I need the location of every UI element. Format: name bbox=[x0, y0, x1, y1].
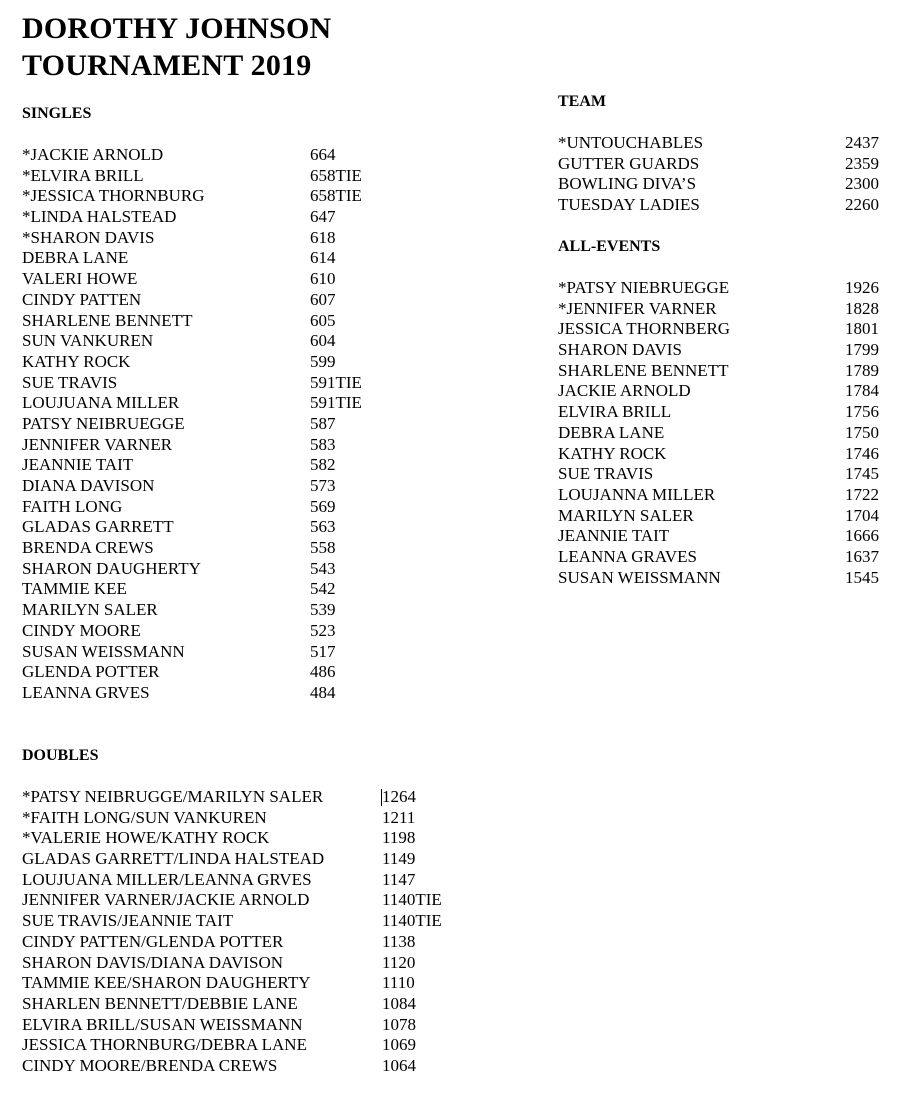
score-value: 607 bbox=[310, 289, 336, 309]
bowler-name: JACKIE ARNOLD bbox=[558, 381, 691, 401]
list-item bbox=[22, 808, 482, 829]
bowler-name: KATHY ROCK bbox=[558, 443, 667, 463]
title-line-2: TOURNAMENT 2019 bbox=[22, 49, 312, 82]
singles-list bbox=[22, 145, 402, 704]
list-item bbox=[22, 435, 402, 456]
score-value: 664 bbox=[310, 145, 336, 164]
list-item bbox=[22, 994, 482, 1015]
bowler-name: CINDY MOORE bbox=[22, 620, 141, 640]
score-value: 599 bbox=[310, 351, 336, 371]
singles-heading: SINGLES bbox=[22, 105, 92, 122]
list-item bbox=[558, 154, 888, 175]
list-item bbox=[22, 787, 482, 808]
score-value: 1078 bbox=[382, 1014, 416, 1034]
list-item bbox=[22, 890, 482, 911]
bowler-name: ELVIRA BRILL bbox=[558, 402, 672, 422]
score-value: 1784 bbox=[845, 381, 879, 401]
score-value: 610 bbox=[310, 269, 336, 289]
page-title bbox=[22, 10, 331, 84]
bowler-name: SHARLENE BENNETT bbox=[22, 310, 193, 330]
score-value: 1198 bbox=[382, 828, 416, 848]
score-value: 563 bbox=[310, 517, 336, 537]
bowler-name: SUN VANKUREN bbox=[22, 331, 154, 351]
bowler-name: TAMMIE KEE bbox=[22, 579, 127, 599]
score-value: 1704 bbox=[845, 505, 879, 525]
bowler-name: GLADAS GARRETT bbox=[22, 517, 174, 537]
list-item bbox=[22, 311, 402, 332]
score-value: 1722 bbox=[845, 484, 879, 504]
bowler-name: JENNIFER VARNER bbox=[22, 434, 173, 454]
list-item bbox=[558, 485, 888, 506]
all-events-list bbox=[558, 278, 888, 588]
list-item bbox=[558, 381, 888, 402]
bowler-name: SHARON DAVIS/DIANA DAVISON bbox=[22, 952, 284, 972]
list-item bbox=[558, 340, 888, 361]
score-value: 1149 bbox=[382, 849, 416, 869]
score-value: 1140TIE bbox=[382, 890, 442, 910]
score-value: 573 bbox=[310, 476, 336, 495]
score-value: 591TIE bbox=[310, 393, 362, 413]
score-value: 1211 bbox=[382, 807, 416, 827]
list-item bbox=[22, 1056, 482, 1077]
doubles-heading: DOUBLES bbox=[22, 747, 99, 764]
score-value: 2437 bbox=[845, 133, 879, 152]
bowler-name: MARILYN SALER bbox=[558, 505, 694, 525]
bowler-name: KATHY ROCK bbox=[22, 351, 131, 371]
bowler-name: SUSAN WEISSMANN bbox=[558, 567, 721, 587]
bowler-name: *JESSICA THORNBURG bbox=[22, 186, 205, 206]
list-item bbox=[558, 174, 888, 195]
bowler-name: FAITH LONG bbox=[22, 496, 123, 516]
score-value: 1120 bbox=[382, 952, 416, 972]
list-item bbox=[22, 932, 482, 953]
score-value: 1069 bbox=[382, 1035, 416, 1055]
doubles-list bbox=[22, 787, 482, 1077]
bowler-name: PATSY NEIBRUEGGE bbox=[22, 413, 185, 433]
score-value: 543 bbox=[310, 558, 336, 578]
score-value: 583 bbox=[310, 434, 336, 454]
list-item bbox=[22, 538, 402, 559]
score-value: 486 bbox=[310, 662, 336, 682]
bowler-name: SHARLENE BENNETT bbox=[558, 360, 729, 380]
score-value: 2260 bbox=[845, 195, 879, 215]
list-item bbox=[22, 269, 402, 290]
list-item bbox=[22, 559, 402, 580]
list-item bbox=[22, 911, 482, 932]
bowler-name: VALERI HOWE bbox=[22, 269, 138, 289]
score-value: 1147 bbox=[382, 869, 416, 889]
score-value: 1756 bbox=[845, 402, 879, 422]
list-item bbox=[558, 402, 888, 423]
bowler-name: SHARON DAVIS bbox=[558, 340, 682, 360]
list-item bbox=[22, 373, 402, 394]
score-value: 1745 bbox=[845, 464, 879, 484]
score-value: 1926 bbox=[845, 278, 879, 297]
list-item bbox=[558, 133, 888, 154]
bowler-name: JENNIFER VARNER/JACKIE ARNOLD bbox=[22, 890, 310, 910]
bowler-name: JESSICA THORNBURG/DEBRA LANE bbox=[22, 1035, 307, 1055]
bowler-name: DIANA DAVISON bbox=[22, 476, 155, 495]
bowler-name: *VALERIE HOWE/KATHY ROCK bbox=[22, 828, 270, 848]
title-line-1: DOROTHY JOHNSON bbox=[22, 12, 332, 45]
list-item bbox=[558, 568, 888, 589]
list-item bbox=[558, 526, 888, 547]
list-item bbox=[22, 1015, 482, 1036]
list-item bbox=[558, 444, 888, 465]
list-item bbox=[22, 621, 402, 642]
score-value: 1666 bbox=[845, 526, 879, 546]
bowler-name: DEBRA LANE bbox=[558, 422, 665, 442]
list-item bbox=[22, 352, 402, 373]
list-item bbox=[22, 828, 482, 849]
list-item bbox=[22, 248, 402, 269]
bowler-name: TUESDAY LADIES bbox=[558, 195, 700, 215]
list-item bbox=[22, 600, 402, 621]
score-value: 569 bbox=[310, 496, 336, 516]
bowler-name: SUE TRAVIS/JEANNIE TAIT bbox=[22, 911, 234, 931]
score-value: 582 bbox=[310, 455, 336, 475]
bowler-name: SUE TRAVIS bbox=[22, 372, 118, 392]
all-events-heading: ALL-EVENTS bbox=[558, 238, 661, 255]
bowler-name: BRENDA CREWS bbox=[22, 538, 154, 558]
score-value: 1789 bbox=[845, 360, 879, 380]
bowler-name: SUSAN WEISSMANN bbox=[22, 641, 185, 661]
score-value: 1064 bbox=[382, 1055, 416, 1075]
list-item bbox=[558, 195, 888, 216]
bowler-name: *PATSY NIEBRUEGGE bbox=[558, 278, 730, 297]
bowler-name: *JACKIE ARNOLD bbox=[22, 145, 164, 164]
list-item bbox=[22, 662, 402, 683]
list-item bbox=[22, 1035, 482, 1056]
bowler-name: GLENDA POTTER bbox=[22, 662, 160, 682]
bowler-name: *LINDA HALSTEAD bbox=[22, 207, 177, 227]
bowler-name: SHARLEN BENNETT/DEBBIE LANE bbox=[22, 993, 298, 1013]
bowler-name: *JENNIFER VARNER bbox=[558, 298, 717, 318]
score-value: 1799 bbox=[845, 340, 879, 360]
score-value: 558 bbox=[310, 538, 336, 558]
list-item bbox=[22, 414, 402, 435]
score-value: 1750 bbox=[845, 422, 879, 442]
list-item bbox=[22, 186, 402, 207]
list-item bbox=[22, 166, 402, 187]
bowler-name: GUTTER GUARDS bbox=[558, 153, 700, 173]
list-item bbox=[558, 319, 888, 340]
score-value: 2359 bbox=[845, 153, 879, 173]
score-value: 1140TIE bbox=[382, 911, 442, 931]
score-value: 523 bbox=[310, 620, 336, 640]
list-item bbox=[22, 228, 402, 249]
score-value: 1138 bbox=[382, 931, 416, 951]
team-heading: TEAM bbox=[558, 93, 606, 110]
score-value: 587 bbox=[310, 413, 336, 433]
score-value: 539 bbox=[310, 600, 336, 620]
score-value: 1801 bbox=[845, 319, 879, 339]
list-item bbox=[22, 207, 402, 228]
bowler-name: JEANNIE TAIT bbox=[22, 455, 134, 475]
bowler-name: BOWLING DIVA’S bbox=[558, 174, 697, 194]
score-value: 604 bbox=[310, 331, 336, 351]
bowler-name: DEBRA LANE bbox=[22, 248, 129, 268]
score-value: 618 bbox=[310, 227, 336, 247]
score-value: 1545 bbox=[845, 567, 879, 587]
bowler-name: GLADAS GARRETT/LINDA HALSTEAD bbox=[22, 849, 325, 869]
list-item bbox=[22, 642, 402, 663]
score-value: 1264 bbox=[382, 787, 416, 806]
score-value: 542 bbox=[310, 579, 336, 599]
list-item bbox=[558, 423, 888, 444]
bowler-name: SUE TRAVIS bbox=[558, 464, 654, 484]
bowler-name: *SHARON DAVIS bbox=[22, 227, 155, 247]
bowler-name: *UNTOUCHABLES bbox=[558, 133, 704, 152]
list-item bbox=[22, 331, 402, 352]
bowler-name: LOUJUANA MILLER bbox=[22, 393, 180, 413]
score-value: 1084 bbox=[382, 993, 416, 1013]
list-item bbox=[22, 870, 482, 891]
bowler-name: CINDY PATTEN/GLENDA POTTER bbox=[22, 931, 284, 951]
bowler-name: LEANNA GRVES bbox=[22, 682, 150, 702]
bowler-name: LOUJANNA MILLER bbox=[558, 484, 716, 504]
bowler-name: CINDY MOORE/BRENDA CREWS bbox=[22, 1055, 278, 1075]
bowler-name: CINDY PATTEN bbox=[22, 289, 142, 309]
bowler-name: SHARON DAUGHERTY bbox=[22, 558, 201, 578]
bowler-name: TAMMIE KEE/SHARON DAUGHERTY bbox=[22, 973, 311, 993]
score-value: 2300 bbox=[845, 174, 879, 194]
score-value: 658TIE bbox=[310, 165, 362, 185]
list-item bbox=[558, 299, 888, 320]
list-item bbox=[22, 497, 402, 518]
list-item bbox=[22, 145, 402, 166]
bowler-name: MARILYN SALER bbox=[22, 600, 158, 620]
bowler-name: JESSICA THORNBERG bbox=[558, 319, 731, 339]
list-item bbox=[22, 517, 402, 538]
list-item bbox=[22, 393, 402, 414]
bowler-name: *PATSY NEIBRUGGE/MARILYN SALER bbox=[22, 787, 324, 806]
team-list bbox=[558, 133, 888, 216]
list-item bbox=[22, 953, 482, 974]
list-item bbox=[22, 455, 402, 476]
list-item bbox=[22, 290, 402, 311]
bowler-name: LEANNA GRAVES bbox=[558, 546, 698, 566]
score-value: 591TIE bbox=[310, 372, 362, 392]
list-item bbox=[558, 506, 888, 527]
list-item bbox=[22, 579, 402, 600]
score-value: 517 bbox=[310, 641, 336, 661]
score-value: 1828 bbox=[845, 298, 879, 318]
score-value: 647 bbox=[310, 207, 336, 227]
score-value: 1746 bbox=[845, 443, 879, 463]
score-value: 1110 bbox=[382, 973, 415, 993]
list-item bbox=[558, 547, 888, 568]
list-item bbox=[22, 476, 402, 497]
score-value: 614 bbox=[310, 248, 336, 268]
score-value: 658TIE bbox=[310, 186, 362, 206]
score-value: 605 bbox=[310, 310, 336, 330]
list-item bbox=[22, 849, 482, 870]
bowler-name: JEANNIE TAIT bbox=[558, 526, 670, 546]
bowler-name: *FAITH LONG/SUN VANKUREN bbox=[22, 807, 267, 827]
list-item bbox=[558, 464, 888, 485]
bowler-name: *ELVIRA BRILL bbox=[22, 165, 144, 185]
list-item bbox=[558, 278, 888, 299]
score-value: 1637 bbox=[845, 546, 879, 566]
list-item bbox=[22, 973, 482, 994]
list-item bbox=[22, 683, 402, 704]
score-value: 484 bbox=[310, 682, 336, 702]
list-item bbox=[558, 361, 888, 382]
bowler-name: ELVIRA BRILL/SUSAN WEISSMANN bbox=[22, 1014, 303, 1034]
bowler-name: LOUJUANA MILLER/LEANNA GRVES bbox=[22, 869, 312, 889]
